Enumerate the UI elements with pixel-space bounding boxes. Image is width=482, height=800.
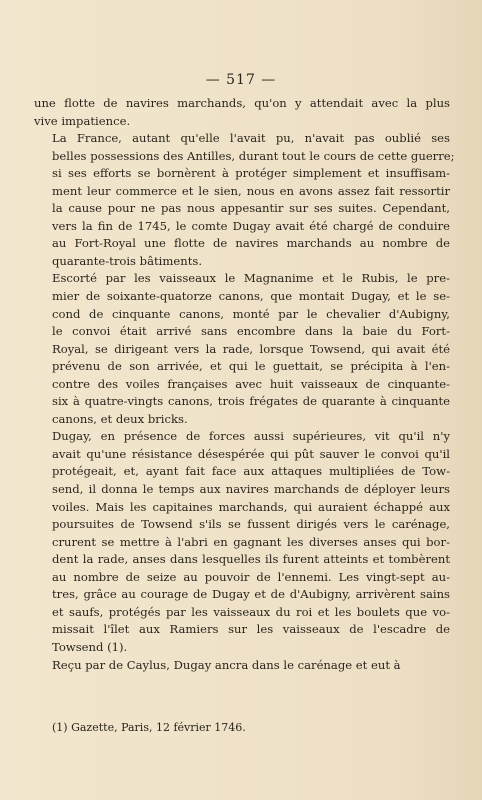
text-line: vive impatience. [34,113,131,128]
text-line: poursuites de Towsend s'ils se fussent dirigés vers le carénage, [52,517,450,532]
text-line: voiles. Mais les capitaines marchands, qui auraient échappé aux [52,499,450,514]
text-line: ment leur commerce et le sien, nous en avons assez fait ressortir [52,183,450,198]
text-line: six à quatre-vingts canons, trois frégates de quarante à cinquante [52,394,450,409]
text-line: et saufs, protégés par les vaisseaux du roi et les boulets que vo- [52,604,450,619]
text-line: Royal, se dirigeant vers la rade, lorsque Towsend, qui avait été [52,341,450,356]
text-line: belles possessions des Antilles, durant tout le cours de cette guerre; [52,148,455,163]
paragraph [34,130,455,270]
text-line: cond de cinquante canons, monté par le chevalier d'Aubigny, [52,306,450,321]
text-line: la cause pour ne pas nous appesantir sur ses suites. Cependant, [52,201,450,216]
text-line: le convoi était arrivé sans encombre dans la baie du Fort- [52,324,450,339]
text-line: Reçu par de Caylus, Dugay ancra dans le carénage et eut à [52,657,401,672]
paragraph [34,95,450,130]
text-line: Dugay, en présence de forces aussi supérieures, vit qu'il n'y [52,429,450,444]
text-line: canons, et deux bricks. [52,411,188,426]
text-line: au nombre de seize au pouvoir de l'ennemi. Les vingt-sept au- [52,569,450,584]
text-line: si ses efforts se bornèrent à protéger simplement et insuffisam- [52,166,450,181]
text-line: Escorté par les vaisseaux le Magnanime et le Rubis, le pre- [52,271,450,286]
text-line: une flotte de navires marchands, qu'on y attendait avec la plus [34,96,450,110]
text-line: missait l'îlet aux Ramiers sur les vaisseaux de l'escadre de [52,622,450,637]
page-number: — 517 — [205,72,277,88]
text-line: tres, grâce au courage de Dugay et de d'Aubigny, arrivèrent sains [52,587,450,602]
text-line: crurent se mettre à l'abri en gagnant les diverses anses qui bor- [52,534,450,549]
text-line: La France, autant qu'elle l'avait pu, n'avait pas oublié ses [52,131,450,146]
text-line: protégeait, et, ayant fait face aux attaques multipliées de Tow- [52,464,450,479]
text-line: quarante-trois bâtiments. [52,253,202,268]
footnote: (1) Gazette, Paris, 12 février 1746. [52,721,246,734]
text-line: send, il donna le temps aux navires marchands de déployer leurs [52,482,450,497]
text-line: contre des voiles françaises avec huit vaisseaux de cinquante- [52,376,450,391]
text-line: au Fort-Royal une flotte de navires marchands au nombre de [52,236,450,251]
body-text [34,95,455,674]
paragraph [34,270,450,428]
paragraph [34,657,450,675]
text-line: dent la rade, anses dans lesquelles ils furent atteints et tombèrent [52,552,450,567]
text-line: prévenu de son arrivée, et qui le guettait, se précipita à l'en- [52,359,450,374]
paragraph [34,428,450,656]
text-line: avait qu'une résistance désespérée qui pût sauver le convoi qu'il [52,446,450,461]
text-line: Towsend (1). [52,639,128,654]
text-line: vers la fin de 1745, le comte Dugay avait été chargé de conduire [52,218,450,233]
text-line: mier de soixante-quatorze canons, que montait Dugay, et le se- [52,289,450,304]
